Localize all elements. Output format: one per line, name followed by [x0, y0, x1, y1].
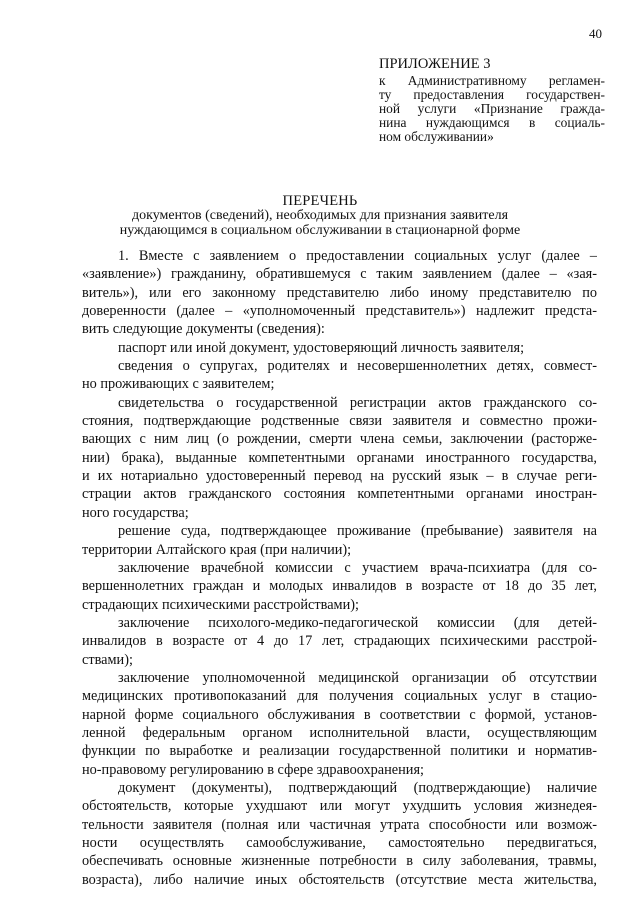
body-line: ного государства;: [82, 504, 189, 521]
body-line: нии) брака), выданные компетентными органами иностранного государства,: [82, 449, 597, 466]
appendix-line: нина нуждающимся в социаль-: [379, 115, 605, 130]
body-line: страдающих психическими расстройствами);: [82, 596, 359, 613]
body-line: тельности заявителя (полная или частичная утрата способности или возмож-: [82, 816, 597, 833]
body-line: но-правовому регулированию в сфере здравоохранения;: [82, 761, 424, 778]
body-line: вающих с ним лиц (о рождении, смерти члена семьи, заключении (расторже-: [82, 431, 597, 448]
document-title: ПЕРЕЧЕНЬ: [282, 193, 358, 209]
body-line: возраста), либо наличие иных обстоятельств (отсутствие места жительства,: [82, 871, 597, 888]
body-line: и их нотариально удостоверенный перевод на русский язык – в случае реги-: [82, 468, 597, 485]
body-line: медицинских противопоказаний для получения социальных услуг в стацио-: [82, 688, 597, 705]
body-line: ности осуществлять самообслуживание, самостоятельно передвигаться,: [82, 835, 597, 851]
appendix-block: [379, 56, 605, 144]
body-line: заключение уполномоченной медицинской организации об отсутствии: [118, 669, 597, 686]
body-line: доверенности (далее – «уполномоченный представитель») надлежит предста-: [82, 303, 597, 320]
body-line: стояния, подтверждающие родственные связи заявителя и совместно прожи-: [82, 413, 597, 430]
body-line: нарной форме социального обслуживания в соответствии с формой, установ-: [82, 706, 597, 723]
document-subtitle: [0, 209, 640, 238]
appendix-line: ной услуги «Признание гражда-: [379, 101, 605, 116]
body-line: заключение врачебной комиссии с участием врача-психиатра (для со-: [118, 559, 597, 576]
body-line: обеспечивать основные жизненные потребности в силу заболевания, травмы,: [82, 853, 597, 870]
body-line: территории Алтайского края (при наличии);: [82, 541, 352, 558]
document-body: [82, 247, 597, 889]
body-line: вершеннолетних граждан и молодых инвалидов в возрасте от 18 до 35 лет,: [82, 578, 597, 595]
body-line: заключение психолого-медико-педагогической комиссии (для детей-: [118, 614, 597, 631]
page-number: 40: [589, 26, 602, 41]
body-line: решение суда, подтверждающее проживание (пребывание) заявителя на: [118, 523, 597, 540]
subtitle-line: нуждающимся в социальном обслуживании в стационарной форме: [119, 222, 521, 238]
body-line: сведения о супругах, родителях и несовершеннолетних детях, совмест-: [118, 358, 597, 375]
body-line: витель»), или его законному представителю либо иному представителю по: [82, 284, 597, 301]
body-line: функции по выработке и реализации государственной политики и норматив-: [82, 743, 597, 760]
body-line: свидетельства о государственной регистрации актов гражданского со-: [118, 394, 597, 411]
body-line: обстоятельств, которые ухудшают или могут ухудшить условия жизнедея-: [82, 798, 597, 815]
body-line: 1. Вместе с заявлением о предоставлении социальных услуг (далее –: [118, 248, 597, 264]
body-line: но проживающих с заявителем;: [82, 376, 275, 393]
body-line: «заявление») гражданину, обратившемуся с таким заявлением (далее – «зая-: [82, 266, 597, 283]
subtitle-line: документов (сведений), необходимых для признания заявителя: [131, 208, 509, 223]
appendix-line: к Административному регламен-: [379, 73, 605, 88]
body-line: документ (документы), подтверждающий (подтверждающие) наличие: [118, 779, 597, 796]
body-line: инвалидов в возрасте от 4 до 17 лет, страдающих психическими расстрой-: [82, 633, 597, 650]
body-line: вить следующие документы (сведения):: [82, 321, 325, 338]
body-line: паспорт или иной документ, удостоверяющий личность заявителя;: [118, 339, 525, 356]
appendix-title: ПРИЛОЖЕНИЕ 3: [379, 56, 491, 72]
appendix-line: ту предоставления государствен-: [379, 87, 605, 102]
body-line: ствами);: [82, 651, 133, 668]
body-line: ленной федеральным органом исполнительной власти, осуществляющим: [82, 724, 597, 741]
body-line: страции актов гражданского состояния компетентными органами иностран-: [82, 486, 597, 503]
appendix-line: ном обслуживании»: [379, 129, 494, 144]
